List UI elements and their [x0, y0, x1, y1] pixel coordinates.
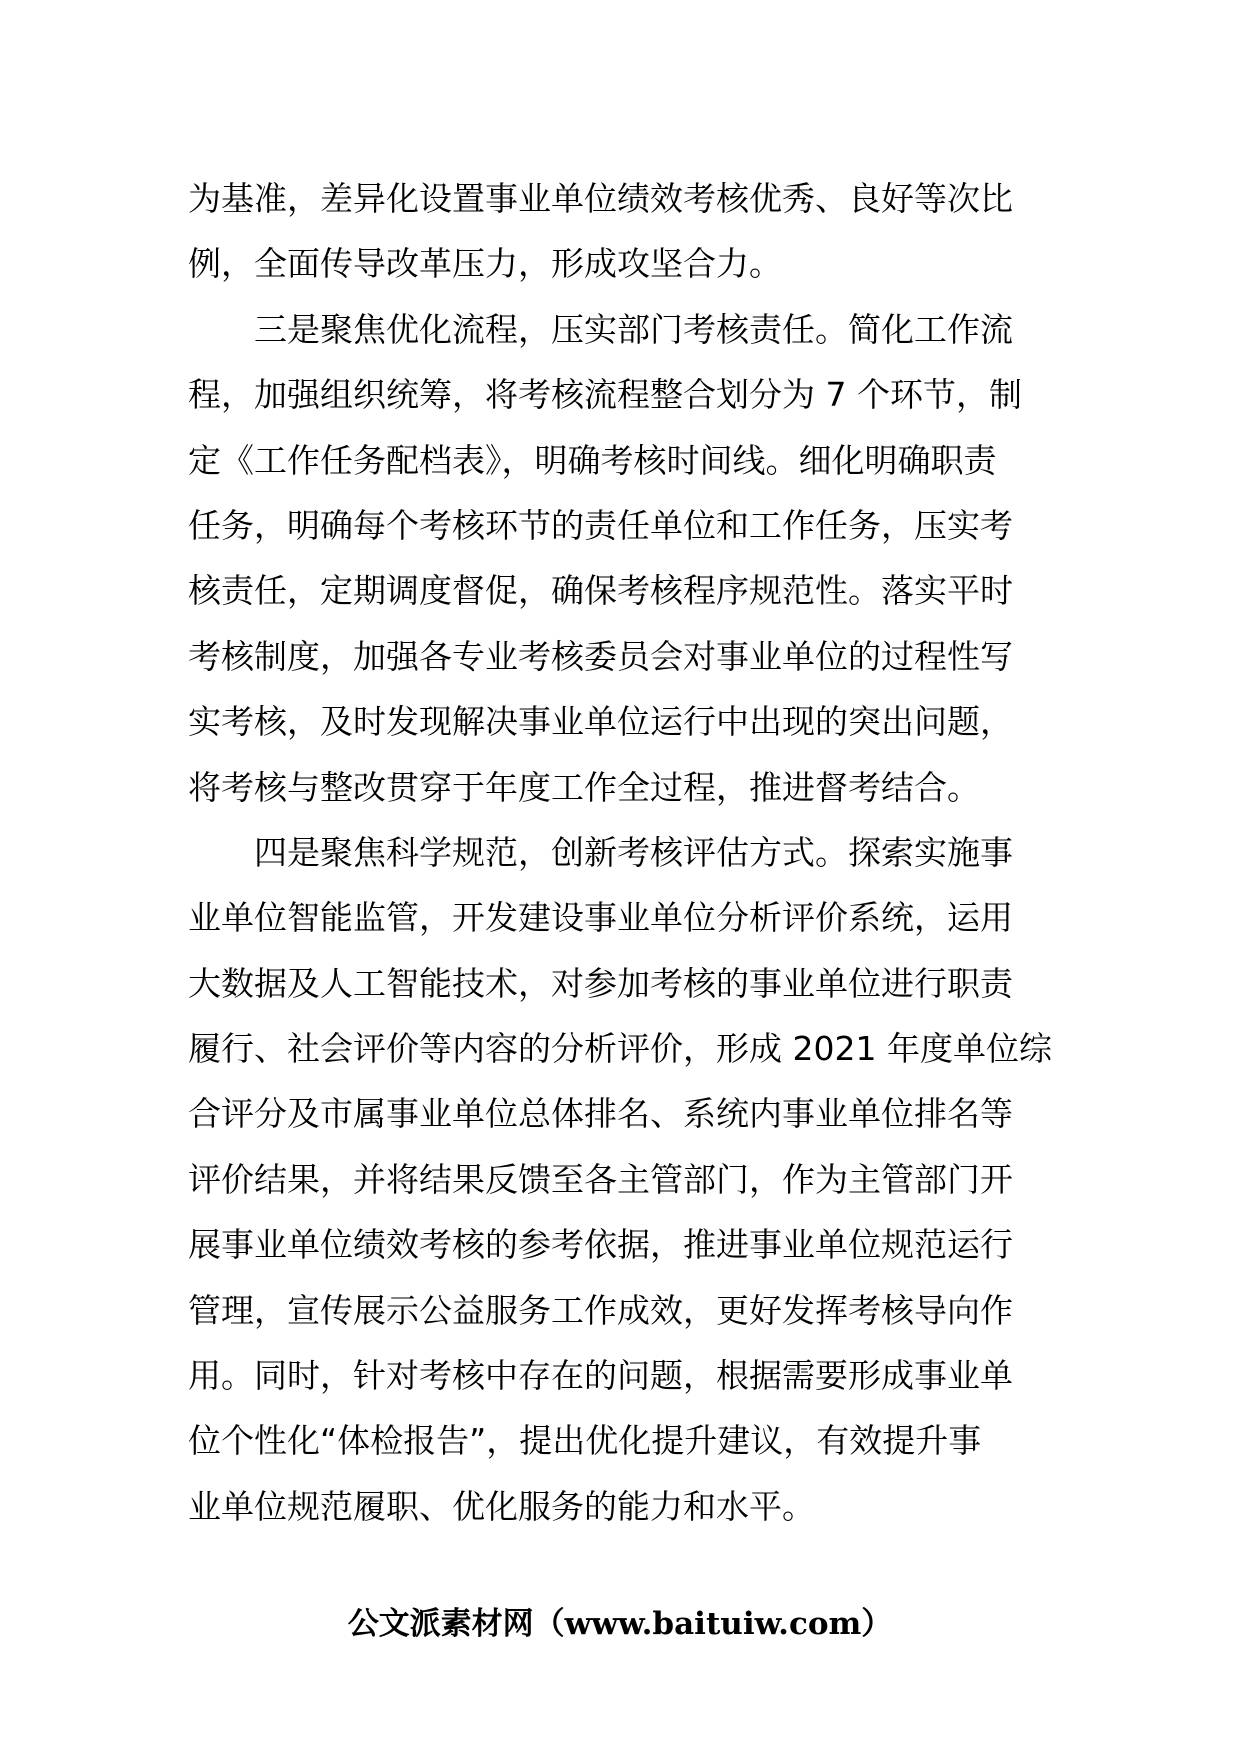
- text-line: 业单位规范履职、优化服务的能力和水平。: [188, 1486, 815, 1526]
- text-line: 评价结果，并将结果反馈至各主管部门，作为主管部门开: [188, 1159, 1013, 1199]
- text-line: 任务，明确每个考核环节的责任单位和工作任务，压实考: [188, 505, 1013, 545]
- text-line: 将考核与整改贯穿于年度工作全过程，推进督考结合。: [188, 767, 980, 807]
- paragraph-four-start: 四是聚焦科学规范，创新考核评估方式。探索实施事: [254, 832, 1013, 872]
- text-line: 核责任，定期调度督促，确保考核程序规范性。落实平时: [188, 571, 1013, 611]
- text-line: 为基准，差异化设置事业单位绩效考核优秀、良好等次比: [188, 179, 1013, 218]
- text-line: 定《工作任务配档表》，明确考核时间线。细化明确职责: [188, 440, 997, 480]
- paragraph-three-start: 三是聚焦优化流程，压实部门考核责任。简化工作流: [254, 309, 1013, 349]
- text-line: 例，全面传导改革压力，形成攻坚合力。: [188, 244, 782, 284]
- text-line: 管理，宣传展示公益服务工作成效，更好发挥考核导向作: [188, 1290, 1013, 1330]
- text-line: 实考核，及时发现解决事业单位运行中出现的突出问题，: [188, 702, 1013, 742]
- text-line: 展事业单位绩效考核的参考依据，推进事业单位规范运行: [188, 1225, 1013, 1265]
- text-line: 位个性化“体检报告”，提出优化提升建议，有效提升事: [188, 1421, 982, 1461]
- text-line: 业单位智能监管，开发建设事业单位分析评价系统，运用: [188, 898, 1013, 938]
- body-text: [188, 166, 1068, 1539]
- text-line: 用。同时，针对考核中存在的问题，根据需要形成事业单: [188, 1356, 1013, 1396]
- text-line: 程，加强组织统筹，将考核流程整合划分为 7 个环节，制: [188, 375, 1022, 415]
- footer-source: 公文派素材网（www.baituiw.com）: [347, 1606, 893, 1642]
- text-line: 考核制度，加强各专业考核委员会对事业单位的过程性写: [188, 636, 1013, 676]
- text-line: 履行、社会评价等内容的分析评价，形成 2021 年度单位综: [188, 1029, 1052, 1069]
- text-line: 大数据及人工智能技术，对参加考核的事业单位进行职责: [188, 963, 1013, 1003]
- text-line: 合评分及市属事业单位总体排名、系统内事业单位排名等: [188, 1094, 1013, 1134]
